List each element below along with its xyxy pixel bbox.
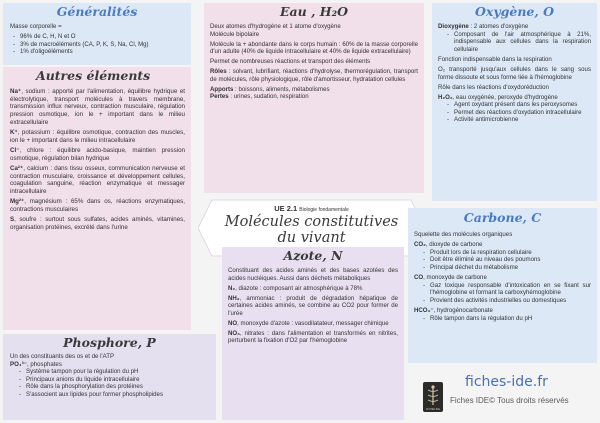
copyright: Fiches IDE© Tous droits réservés — [450, 396, 569, 405]
autres-para-cl: Cl⁻, chlore : équilibre acido-basique, maintien pression osmotique, régulation bilan hydrique — [10, 146, 185, 162]
carbone-co: CO, monoxyde de carbone — [414, 274, 487, 281]
autres-title: Autres éléments — [36, 68, 151, 83]
generalites-title: Généralités — [56, 4, 138, 19]
carbone-hco3-list — [414, 315, 591, 323]
carbone-co2: CO₂, dioxyde de carbone — [414, 241, 483, 248]
oxygene-h2o2-list — [438, 101, 591, 124]
autres-para-k: K⁺, potassium : équilibre osmotique, contraction des muscles, ion le + important dans le milieu intracellulaire — [10, 129, 185, 144]
list-item: - 96% de C, H, N et O — [10, 33, 185, 41]
azote-intro: Constituant des acides aminés et des bases azotées des acides nucléiques. Aussi dans déchets métaboliques — [228, 267, 398, 282]
list-item: - Gaz toxique responsable d'intoxication en se fixant sur l'hémoglobine et formant la carboxyhémoglobine — [420, 282, 591, 297]
list-item: - Doit être éliminé au niveau des poumons — [420, 256, 591, 264]
list-item: - Rôle tampon dans la régulation du pH — [420, 315, 591, 323]
list-item: - Permet des réactions d'oxydation intracellulaire — [444, 109, 591, 117]
eau-para: Deux atomes d'hydrogène et 1 atome d'oxygène Molécule bipolaire — [210, 23, 341, 38]
carbone-intro: Squelette des molécules organiques — [414, 231, 513, 238]
azote-para-n2: N₂, diazote : composant air atmosphérique à 78% — [228, 284, 363, 292]
eau-para: Permet de nombreuses réactions et transport des éléments — [210, 58, 371, 65]
carbone-title: Carbone, C — [463, 210, 542, 225]
oxygene-dioxygene-list — [438, 31, 591, 54]
ue-label: UE 2.1 Biologie fondamentale — [274, 204, 349, 213]
eau-section — [204, 3, 424, 193]
list-item: - Produit lors de la respiration cellulaire — [420, 249, 591, 257]
carbone-co-list — [414, 282, 591, 305]
oxygene-h2o2: H₂O₂, eau oxygénée, peroxyde d'hydrogène — [438, 93, 558, 101]
eau-title: Eau , H₂O — [280, 4, 348, 19]
list-item: - Principal déchet du métabolisme — [420, 264, 591, 272]
azote-para-nh3: NH₃, ammoniac : produit de dégradation hépatique de certaines acides aminés, se combine au CO2 pour former de l'urée — [228, 294, 398, 317]
oxygene-dioxygene: Dioxygène : 2 atomes d'oxygène — [438, 23, 529, 30]
autres-para-mg: Mg²⁺, magnésium : 65% dans os, réactions enzymatiques, contractions musculaires — [10, 198, 185, 213]
phosphore-po4: PO₄³⁻, phosphates — [10, 360, 62, 368]
carbone-hco3: HCO₃⁻, hydrogénocarbonate — [414, 307, 493, 314]
azote-section — [222, 247, 404, 420]
list-item: - Rôle dans la phosphorylation des protéines — [16, 383, 210, 391]
carbone-section — [408, 208, 597, 363]
azote-para-no3: NO₃, nitrates : dans l'alimentation et transformés en nitrites, perturbent la fixation d'O2 par l'hémoglobine — [228, 329, 398, 344]
eau-apports-pertes: Apports : boissons, aliments, métabolismes Pertes : urines, sudation, respiration — [210, 85, 330, 100]
phosphore-title: Phosphore, P — [63, 335, 156, 350]
autres-para-ca: Ca²⁺, calcium : dans tissu osseux, communication nerveuse et contraction musculaire, croissance et développement cellules, coagulation sanguine, réaction enzymatique et messager intracellulaire — [10, 164, 185, 195]
azote-para-no: NO, monoxyde d'azote : vasodilatateur, messager chimique — [228, 319, 389, 327]
oxygene-section — [432, 3, 597, 201]
phosphore-section — [3, 334, 216, 420]
azote-title: Azote, N — [283, 248, 343, 263]
list-item: - 1% d'oligoéléments — [10, 48, 185, 56]
autres-para-s: S, soufre : surtout sous sulfates, acides aminés, vitamines, organisation protéines, excrété dans l'urine — [10, 216, 185, 231]
autres-section — [3, 67, 191, 330]
site-link[interactable]: fiches-ide.fr — [465, 374, 548, 390]
list-item: - Activité antimicrobienne — [444, 116, 591, 124]
carbone-co2-list — [414, 249, 591, 272]
eau-roles: Rôles : solvant, lubrifiant, réactions d'hydrolyse, thermorégulation, transport de molécules, rôle physiologique, rôle d'amortisseur, hydratation cellules — [210, 68, 418, 83]
list-item: - S'associent aux lipides pour former phospholipides — [16, 391, 210, 399]
phosphore-list — [10, 368, 210, 398]
oxygene-para: Rôle dans les réactions d'oxydoréduction — [438, 83, 549, 91]
generalites-intro: Masse corporelle = — [10, 23, 62, 30]
list-item: - Composant de l'air atmosphérique à 21%, indispensable aux cellules dans la respiration cellulaire — [444, 31, 591, 54]
footer — [420, 370, 598, 418]
generalites-list — [10, 33, 185, 56]
list-item: - 3% de macroéléments (CA, P, K, S, Na, Cl, Mg) — [10, 41, 185, 49]
list-item: - Principaux anions du liquide intracellulaire — [16, 376, 210, 384]
phosphore-intro: Un des constituants des os et de l'ATP — [10, 353, 115, 360]
page-title: Molécules constitutives du vivant — [224, 214, 399, 246]
oxygene-para: O₂ transporté jusqu'aux cellules dans le sang sous forme dissoute et sous forme liée à l'hémoglobine — [438, 66, 591, 81]
eau-para: Molécule la + abondante dans le corps humain : 60% de la masse corporelle d'un adulte (40% de liquide intracellulaire et 40% de liquide extracellulaire) — [210, 40, 418, 55]
list-item: - Agent oxydant présent dans les peroxysomes — [444, 101, 591, 109]
oxygene-para: Fonction indispensable dans la respiration — [438, 56, 552, 63]
oxygene-title: Oxygène, O — [475, 4, 554, 19]
list-item: - Provient des activités industrielles ou domestiques — [420, 297, 591, 305]
autres-para-na: Na⁺, sodium : apporté par l'alimentation, équilibre hydrique et électrolytique, transport molécules à travers membrane, transmission influx nerveux, contraction musculaire, régulation pression osmotique, ion le + important dans le milieu extracellulaire — [10, 88, 185, 126]
logo: FICHES IDE — [423, 382, 443, 412]
generalites-section — [3, 3, 191, 65]
list-item: - Système tampon pour la régulation du pH — [16, 368, 210, 376]
